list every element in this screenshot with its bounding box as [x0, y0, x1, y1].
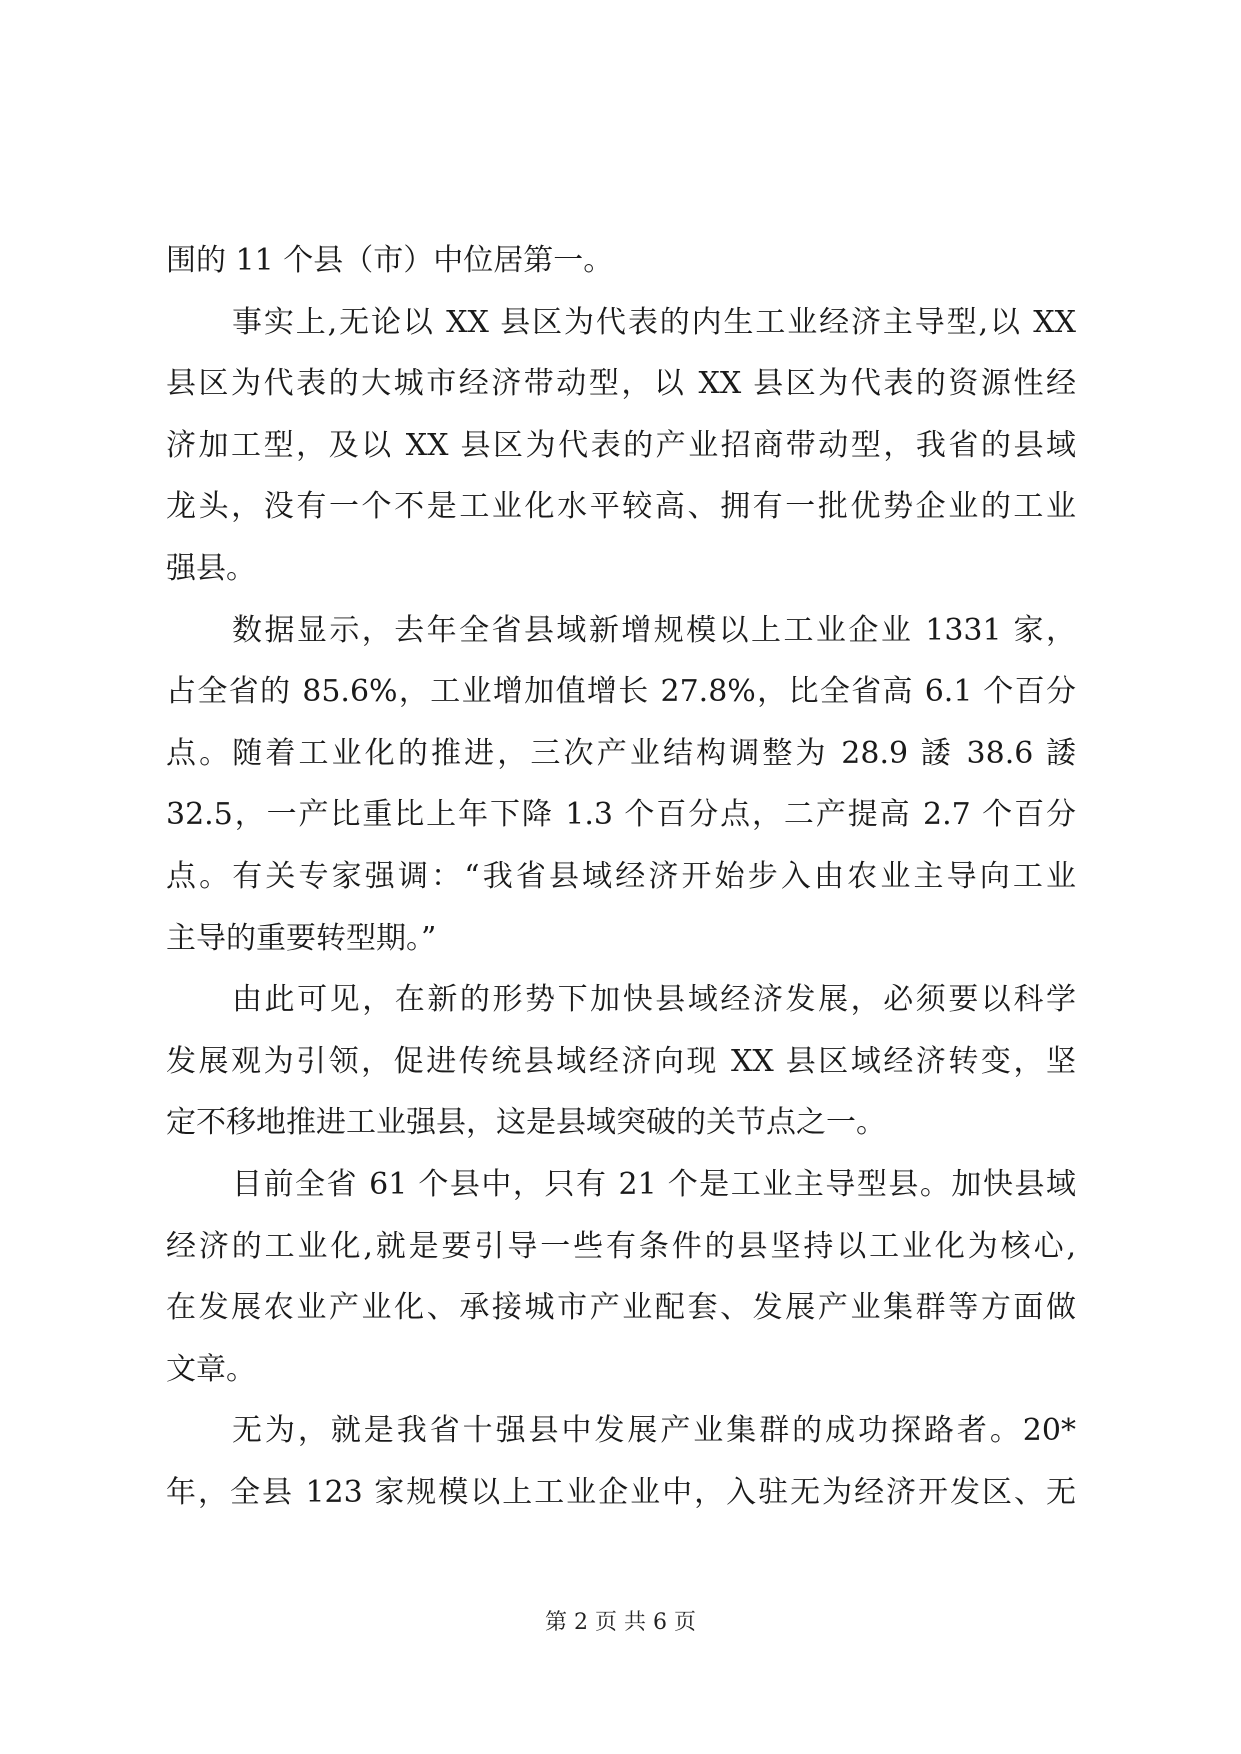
text-line: 点。有关专家强调：“我省县域经济开始步入由农业主导向工业 [166, 858, 1076, 894]
text-line: 济加工型，及以 XX 县区为代表的产业招商带动型，我省的县域 [166, 427, 1076, 463]
text-line: 目前全省 61 个县中，只有 21 个是工业主导型县。加快县域 [232, 1166, 1076, 1202]
text-line: 无为，就是我省十强县中发展产业集群的成功探路者。20* [232, 1413, 1076, 1449]
text-line: 主导的重要转型期。” [166, 920, 437, 956]
text-line: 围的 11 个县（市）中位居第一。 [166, 243, 614, 278]
text-line: 定不移地推进工业强县，这是县域突破的关节点之一。 [166, 1105, 886, 1141]
text-line: 发展观为引领，促进传统县域经济向现 XX 县区域经济转变，坚 [166, 1043, 1076, 1079]
text-line: 龙头，没有一个不是工业化水平较高、拥有一批优势企业的工业 [166, 489, 1076, 525]
text-line: 年，全县 123 家规模以上工业企业中，入驻无为经济开发区、无 [166, 1474, 1076, 1510]
text-line: 数据显示，去年全省县域新增规模以上工业企业 1331 家， [232, 612, 1076, 648]
text-line: 点。随着工业化的推进，三次产业结构调整为 28.9 諉 38.6 諉 [166, 735, 1076, 771]
text-line: 32.5，一产比重比上年下降 1.3 个百分点，二产提高 2.7 个百分 [166, 797, 1076, 833]
text-line: 事实上,无论以 XX 县区为代表的内生工业经济主导型,以 XX [232, 304, 1076, 340]
text-line: 在发展农业产业化、承接城市产业配套、发展产业集群等方面做 [166, 1290, 1076, 1326]
document-body [166, 230, 1076, 1523]
text-line: 强县。 [166, 550, 256, 586]
text-line: 由此可见，在新的形势下加快县域经济发展，必须要以科学 [232, 982, 1076, 1018]
page-footer: 第 2 页 共 6 页 [545, 1610, 696, 1635]
text-line: 文章。 [166, 1351, 256, 1387]
text-line: 经济的工业化,就是要引导一些有条件的县坚持以工业化为核心, [166, 1228, 1076, 1264]
text-line: 县区为代表的大城市经济带动型，以 XX 县区为代表的资源性经 [166, 366, 1076, 402]
text-line: 占全省的 85.6%，工业增加值增长 27.8%，比全省高 6.1 个百分 [166, 674, 1076, 710]
